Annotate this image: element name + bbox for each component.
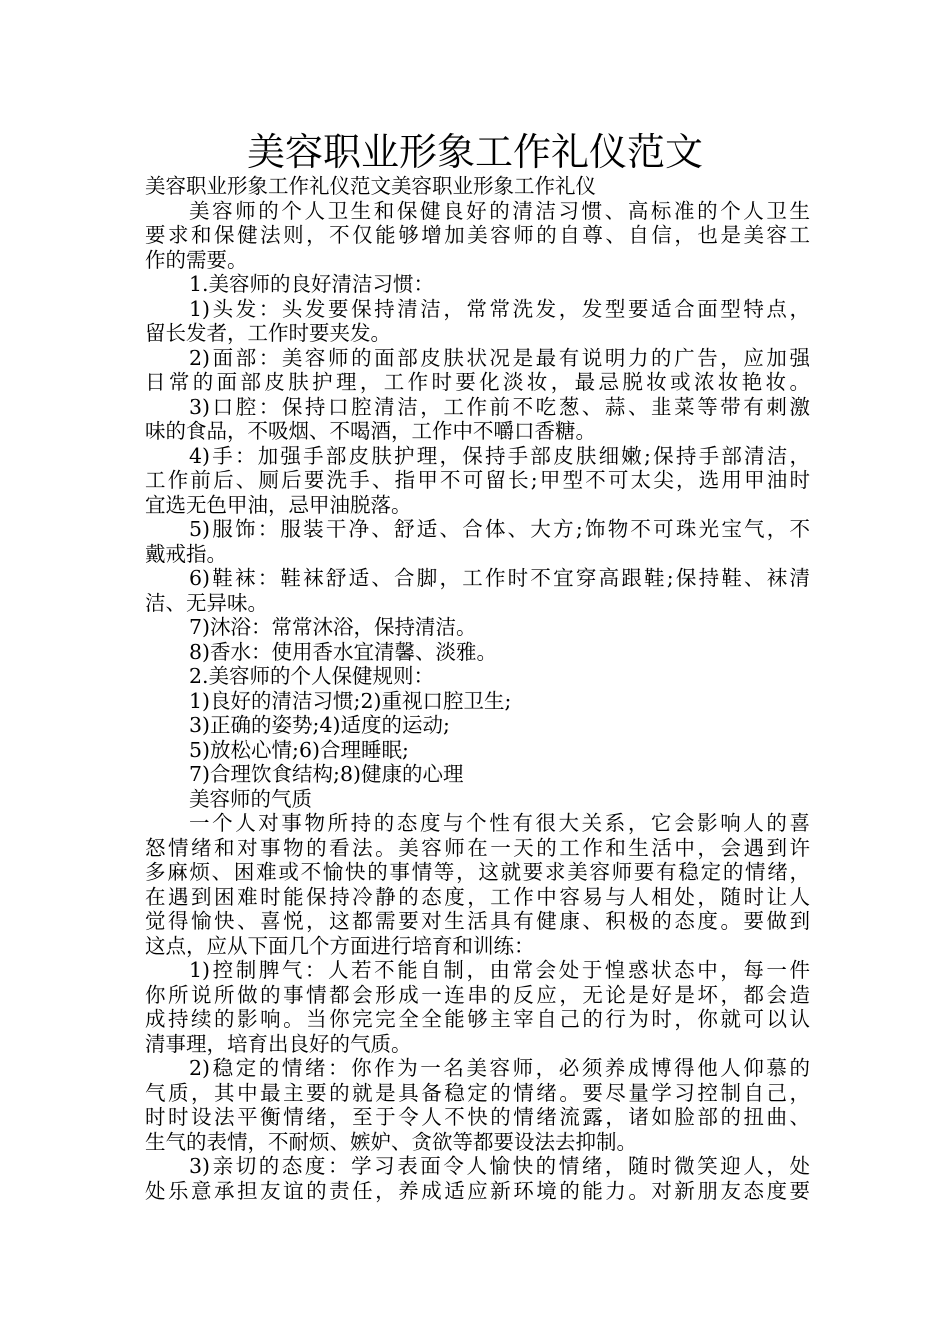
text-line: 5)放松心情;6)合理睡眠; xyxy=(189,737,409,762)
document-body xyxy=(145,174,810,1203)
text-line: 宜选无色甲油，忌甲油脱落。 xyxy=(145,492,412,517)
text-line: 留长发者，工作时要夹发。 xyxy=(145,321,391,345)
text-line: 觉得愉快、喜悦，这都需要对生活具有健康、积极的态度。要做到 xyxy=(145,909,810,933)
text-line: 洁、无异味。 xyxy=(145,590,268,615)
text-line: 怒情绪和对事物的看法。美容师在一天的工作和生活中，会遇到许 xyxy=(145,835,810,860)
text-line: 处乐意承担友谊的责任，养成适应新环境的能力。对新朋友态度要 xyxy=(145,1178,810,1203)
text-line: 7)沐浴：常常沐浴，保持清洁。 xyxy=(189,615,477,639)
text-line: 戴戒指。 xyxy=(145,541,227,566)
text-line: 6)鞋袜：鞋袜舒适、合脚，工作时不宜穿高跟鞋;保持鞋、袜清 xyxy=(189,566,810,590)
text-line: 在遇到困难时能保持冷静的态度，工作中容易与人相处，随时让人 xyxy=(145,884,810,909)
text-line: 日常的面部皮肤护理，工作时要化淡妆，最忌脱妆或浓妆艳妆。 xyxy=(145,370,810,394)
text-line: 5)服饰：服装干净、舒适、合体、大方;饰物不可珠光宝气，不 xyxy=(189,517,810,541)
text-line: 美容师的个人卫生和保健良好的清洁习惯、高标准的个人卫生 xyxy=(189,198,810,223)
text-line: 8)香水：使用香水宜清馨、淡雅。 xyxy=(189,639,498,664)
text-line: 4)手：加强手部皮肤护理，保持手部皮肤细嫩;保持手部清洁， xyxy=(189,443,810,468)
text-line: 3)亲切的态度：学习表面令人愉快的情绪，随时微笑迎人，处 xyxy=(189,1154,810,1178)
text-line: 时时设法平衡情绪，至于令人不快的情绪流露，诸如脸部的扭曲、 xyxy=(145,1105,810,1129)
text-line: 7)合理饮食结构;8)健康的心理 xyxy=(189,762,464,786)
text-line: 多麻烦、困难或不愉快的事情等，这就要求美容师要有稳定的情绪， xyxy=(145,860,810,884)
text-line: 工作前后、厕后要洗手、指甲不可留长;甲型不可太尖，选用甲油时 xyxy=(145,468,810,492)
text-line: 2)面部：美容师的面部皮肤状况是最有说明力的广告，应加强 xyxy=(189,345,810,370)
document-title: 美容职业形象工作礼仪范文 xyxy=(246,130,703,174)
text-line: 清事理，培育出良好的气质。 xyxy=(145,1031,412,1056)
text-line: 2)稳定的情绪：你作为一名美容师，必须养成博得他人仰慕的 xyxy=(189,1056,810,1080)
text-line: 3)正确的姿势;4)适度的运动; xyxy=(189,713,450,737)
text-line: 1)头发：头发要保持清洁，常常洗发，发型要适合面型特点， xyxy=(189,296,810,321)
text-line: 一个人对事物所持的态度与个性有很大关系，它会影响人的喜 xyxy=(189,811,810,835)
text-line: 1.美容师的良好清洁习惯： xyxy=(189,272,435,296)
text-line: 味的食品，不吸烟、不喝酒，工作中不嚼口香糖。 xyxy=(145,419,596,443)
text-line: 成持续的影响。当你完完全全能够主宰自己的行为时，你就可以认 xyxy=(145,1007,810,1031)
text-line: 这点，应从下面几个方面进行培育和训练： xyxy=(145,933,535,958)
text-line: 你所说所做的事情都会形成一连串的反应，无论是好是坏，都会造 xyxy=(145,982,810,1007)
text-line: 作的需要。 xyxy=(145,247,248,272)
text-line: 气质，其中最主要的就是具备稳定的情绪。要尽量学习控制自己， xyxy=(145,1080,810,1105)
text-line: 3)口腔：保持口腔清洁，工作前不吃葱、蒜、韭菜等带有刺激 xyxy=(189,394,810,419)
text-line: 美容师的气质 xyxy=(189,786,312,811)
text-line: 美容职业形象工作礼仪范文美容职业形象工作礼仪 xyxy=(145,174,596,198)
text-line: 1)良好的清洁习惯;2)重视口腔卫生; xyxy=(189,688,512,713)
text-line: 1)控制脾气：人若不能自制，由常会处于惶惑状态中，每一件 xyxy=(189,958,810,982)
text-line: 要求和保健法则，不仅能够增加美容师的自尊、自信，也是美容工 xyxy=(145,223,810,247)
text-line: 生气的表情，不耐烦、嫉妒、贪欲等都要设法去抑制。 xyxy=(145,1129,637,1154)
text-line: 2.美容师的个人保健规则： xyxy=(189,664,435,688)
